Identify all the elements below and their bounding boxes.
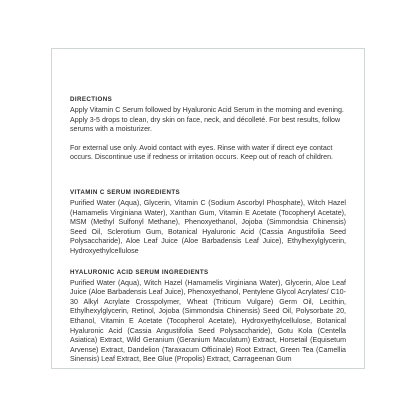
directions-text: Apply Vitamin C Serum followed by Hyaluronic Acid Serum in the morning and evening. Apply 3-5 drops to clean, dry skin on face, neck, and décolleté. For best results, follow serums with a moisturizer. xyxy=(70,106,344,134)
hyaluronic-ingredients-text: Purified Water (Aqua), Witch Hazel (Hamamelis Virginiana Water), Glycerin, Aloe Leaf Juice (Aloe Barbadensis Leaf Juice), Phenoxyethanol, Pentylene Glycol Acrylates/ C10-30 Alkyl Acrylate Crosspolymer, Wheat (Triticum Vulgare) Germ Oil, Lecithin, Ethylhexylglycerin, Retinol, Jojoba (Simmondsia Chinensis) Seed Oil, Polysorbate 20, Ethanol, Vitamin E Acetate (Tocopherol Acetate), Hydroxyethylcellulose, Botanical Hyaluronic Acid (Cassia Angustifolia Seed Polysaccharide), Gotu Kola (Centella Asiatica) Extract, Wild Geranium (Geranium Maculatum) Extract, Horsetail (Equisetum Arvense) Extract, Dandelion (Taraxacum Officinale) Root Extract, Green Tea (Camellia Sinensis) Leaf Extract, Bee Glue (Propolis) Extract, Carrageenan Gum xyxy=(70,278,346,364)
directions-heading: DIRECTIONS xyxy=(70,96,113,103)
warning-text: For external use only. Avoid contact with eyes. Rinse with water if direct eye contact occurs. Discontinue use if redness or irritation occurs. Keep out of reach of children. xyxy=(70,143,333,162)
vitamin-c-ingredients-text: Purified Water (Aqua), Glycerin, Vitamin C (Sodium Ascorbyl Phosphate), Witch Hazel (Hamamelis Virginiana Water), Xanthan Gum, Vitamin E Acetate (Tocopheryl Acetate), MSM (Methyl Sulfonyl Methane), Phenoxyethanol, Jojoba (Simmondsia Chinensis) Seed Oil, Sclerotium Gum, Botanical Hyaluronic Acid (Cassia Angustifolia Seed Polysaccharide), Aloe Leaf Juice (Aloe Barbadensis Leaf Juice), Ethylhexylglycerin, Hydroxyethylcellulose xyxy=(70,198,346,255)
hyaluronic-ingredients-heading: HYALURONIC ACID SERUM INGREDIENTS xyxy=(70,268,209,276)
vitamin-c-ingredients-heading: VITAMIN C SERUM INGREDIENTS xyxy=(70,188,181,196)
product-info-panel xyxy=(51,48,365,369)
